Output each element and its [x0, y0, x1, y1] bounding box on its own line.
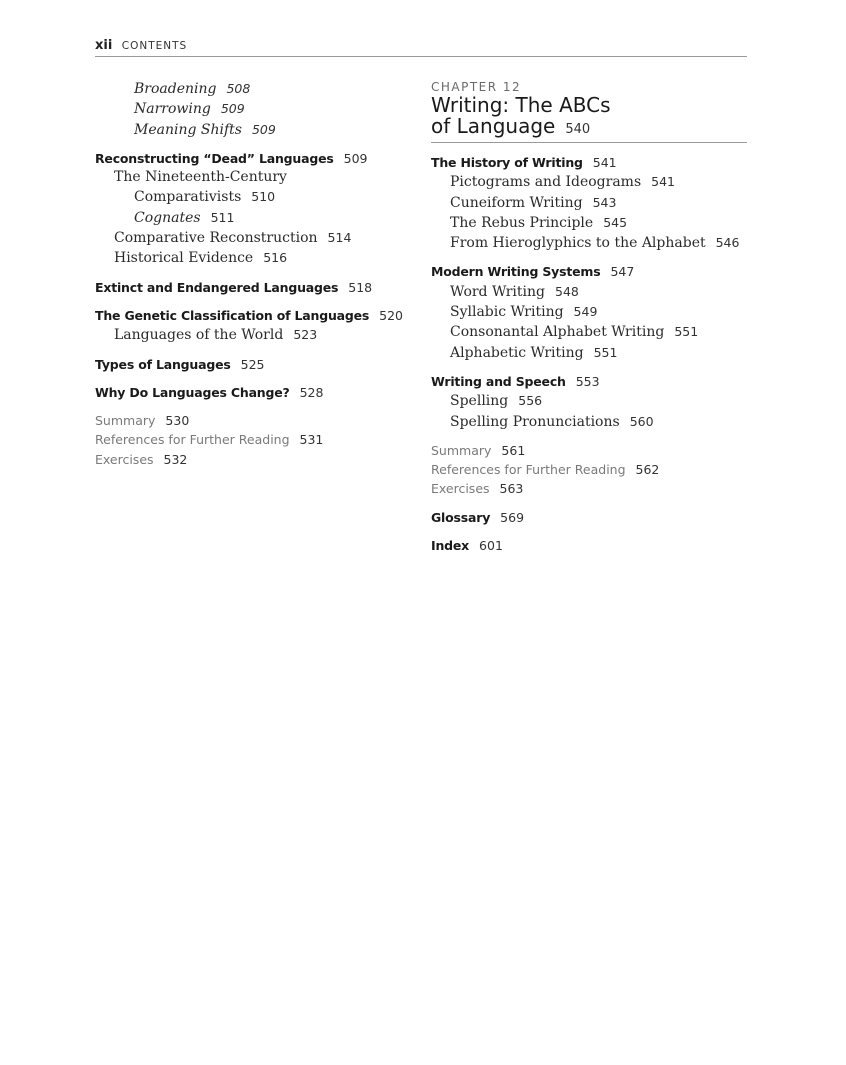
- toc-section-heading[interactable]: Types of Languages 525: [95, 356, 265, 372]
- toc-end-matter[interactable]: Exercises 563: [431, 481, 524, 497]
- toc-entry[interactable]: Historical Evidence 516: [114, 250, 288, 267]
- toc-section-heading[interactable]: Why Do Languages Change? 528: [95, 384, 324, 400]
- toc-entry[interactable]: Syllabic Writing 549: [450, 304, 598, 321]
- toc-entry[interactable]: Meaning Shifts 509: [134, 121, 276, 138]
- toc-entry[interactable]: Pictograms and Ideograms 541: [450, 174, 676, 191]
- page-number: xii: [95, 38, 113, 53]
- toc-section-heading[interactable]: Glossary 569: [431, 509, 525, 525]
- toc-entry[interactable]: Comparative Reconstruction 514: [114, 230, 352, 247]
- toc-section-heading[interactable]: The Genetic Classification of Languages 520: [95, 307, 403, 323]
- toc-end-matter[interactable]: Exercises 532: [95, 451, 188, 467]
- toc-section-heading[interactable]: Index 601: [431, 538, 503, 554]
- toc-section-heading[interactable]: Extinct and Endangered Languages 518: [95, 279, 373, 295]
- page-header: [95, 36, 747, 57]
- toc-entry[interactable]: Spelling 556: [450, 393, 543, 410]
- toc-end-matter[interactable]: Summary 561: [431, 442, 526, 458]
- toc-entry[interactable]: Cognates 511: [134, 209, 235, 226]
- toc-entry[interactable]: Spelling Pronunciations 560: [450, 413, 654, 430]
- toc-entry[interactable]: The Rebus Principle 545: [450, 214, 628, 231]
- toc-entry[interactable]: Word Writing 548: [450, 283, 579, 300]
- toc-entry[interactable]: Languages of the World 523: [114, 327, 318, 344]
- toc-section-heading[interactable]: The History of Writing 541: [431, 155, 617, 170]
- toc-section-heading[interactable]: Reconstructing “Dead” Languages 509: [95, 150, 368, 166]
- toc-section-heading[interactable]: Modern Writing Systems 547: [431, 264, 635, 280]
- toc-entry[interactable]: Narrowing 509: [134, 101, 245, 118]
- toc-entry[interactable]: Alphabetic Writing 551: [450, 344, 618, 361]
- running-head: CONTENTS: [121, 40, 188, 52]
- toc-entry[interactable]: Consonantal Alphabet Writing 551: [450, 324, 699, 341]
- chapter-heading[interactable]: [431, 95, 747, 143]
- toc-entry[interactable]: Comparativists 510: [134, 189, 276, 206]
- toc-entry[interactable]: From Hieroglyphics to the Alphabet 546: [450, 235, 740, 252]
- toc-left-column: [95, 79, 405, 469]
- chapter-title-line2: of Language 540: [431, 114, 591, 138]
- toc-end-matter[interactable]: Summary 530: [95, 413, 190, 429]
- toc-section-heading[interactable]: Writing and Speech 553: [431, 373, 600, 389]
- toc-end-matter[interactable]: References for Further Reading 531: [95, 432, 324, 448]
- toc-end-matter[interactable]: References for Further Reading 562: [431, 462, 660, 478]
- toc-entry: The Nineteenth-Century: [114, 169, 287, 186]
- chapter-number: CHAPTER 12: [431, 80, 522, 94]
- chapter-page: 540: [565, 122, 591, 137]
- chapter-title-line1: Writing: The ABCs: [431, 93, 611, 117]
- toc-entry[interactable]: Broadening 508: [134, 81, 251, 97]
- toc-right-column: [431, 79, 747, 555]
- toc-entry[interactable]: Cuneiform Writing 543: [450, 194, 617, 211]
